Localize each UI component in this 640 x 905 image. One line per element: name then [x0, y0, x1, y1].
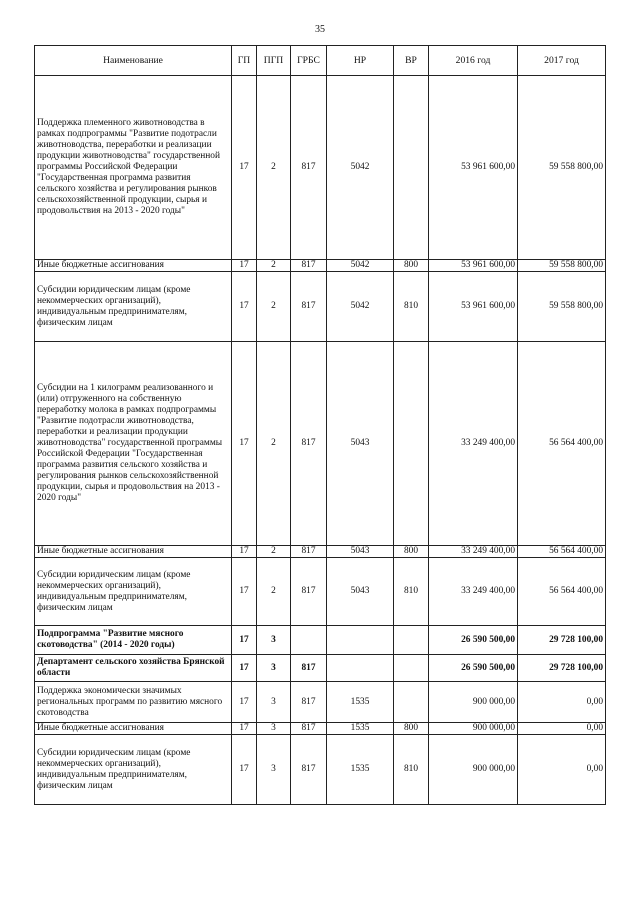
row-pgp: 2	[257, 546, 291, 558]
row-2017: 59 558 800,00	[518, 260, 606, 272]
row-name: Субсидии юридическим лицам (кроме некоммерческих организаций), индивидуальным предпринимателям, физическим лицам	[35, 735, 232, 805]
row-2017: 0,00	[518, 723, 606, 735]
row-grbs: 817	[291, 260, 327, 272]
row-name: Иные бюджетные ассигнования	[35, 723, 232, 735]
row-np: 5043	[327, 546, 394, 558]
table-row	[35, 260, 606, 272]
row-pgp: 3	[257, 723, 291, 735]
row-pgp: 2	[257, 558, 291, 626]
row-np: 5043	[327, 342, 394, 546]
row-np: 5042	[327, 260, 394, 272]
row-np: 1535	[327, 735, 394, 805]
row-2016: 53 961 600,00	[429, 76, 518, 260]
row-np	[327, 655, 394, 682]
header-name: Наименование	[35, 46, 232, 76]
header-pgp: ПГП	[257, 46, 291, 76]
row-np	[327, 626, 394, 655]
table-row	[35, 655, 606, 682]
row-name: Поддержка племенного животноводства в рамках подпрограммы "Развитие подотрасли животноводства, переработки и реализации продукции животноводства" государственной программы Российской Федерации "Государственная программа развития сельского хозяйства и регулирования рынков сельскохозяйственной продукции, сырья и продовольствия на 2013 - 2020 годы"	[35, 76, 232, 260]
row-2016: 33 249 400,00	[429, 546, 518, 558]
row-gp: 17	[232, 76, 257, 260]
header-vr: ВР	[394, 46, 429, 76]
row-grbs: 817	[291, 558, 327, 626]
table-row	[35, 682, 606, 723]
row-grbs: 817	[291, 655, 327, 682]
header-2017: 2017 год	[518, 46, 606, 76]
row-pgp: 2	[257, 76, 291, 260]
row-vr: 810	[394, 558, 429, 626]
row-2016: 26 590 500,00	[429, 655, 518, 682]
row-2017: 29 728 100,00	[518, 626, 606, 655]
row-2017: 56 564 400,00	[518, 558, 606, 626]
row-gp: 17	[232, 546, 257, 558]
row-vr	[394, 626, 429, 655]
row-gp: 17	[232, 682, 257, 723]
table-row	[35, 76, 606, 260]
row-grbs: 817	[291, 342, 327, 546]
row-2017: 56 564 400,00	[518, 342, 606, 546]
row-vr: 810	[394, 735, 429, 805]
row-2016: 53 961 600,00	[429, 272, 518, 342]
row-grbs	[291, 626, 327, 655]
row-vr	[394, 76, 429, 260]
row-grbs: 817	[291, 546, 327, 558]
row-name: Субсидии на 1 килограмм реализованного и (или) отгруженного на собственную переработку молока в рамках подпрограммы "Развитие подотрасли животноводства, переработки и реализации продукции животноводства" государственной программы Российской Федерации "Государственная программа развития сельского хозяйства и регулирования рынков сельскохозяйственной продукции, сырья и продовольствия на 2013 - 2020 годы"	[35, 342, 232, 546]
page-number: 35	[315, 24, 325, 35]
row-2016: 900 000,00	[429, 723, 518, 735]
row-2017: 56 564 400,00	[518, 546, 606, 558]
row-grbs: 817	[291, 76, 327, 260]
row-vr: 800	[394, 723, 429, 735]
table-header-row	[35, 46, 606, 76]
row-np: 5042	[327, 272, 394, 342]
table-row	[35, 546, 606, 558]
row-pgp: 3	[257, 655, 291, 682]
row-vr: 810	[394, 272, 429, 342]
header-np: НР	[327, 46, 394, 76]
row-name: Поддержка экономически значимых региональных программ по развитию мясного скотоводства	[35, 682, 232, 723]
row-2017: 29 728 100,00	[518, 655, 606, 682]
row-name: Иные бюджетные ассигнования	[35, 260, 232, 272]
row-2017: 0,00	[518, 735, 606, 805]
row-vr: 800	[394, 546, 429, 558]
row-vr: 800	[394, 260, 429, 272]
row-2016: 33 249 400,00	[429, 558, 518, 626]
table-row	[35, 272, 606, 342]
row-gp: 17	[232, 558, 257, 626]
row-2017: 59 558 800,00	[518, 76, 606, 260]
row-gp: 17	[232, 260, 257, 272]
row-name: Субсидии юридическим лицам (кроме некоммерческих организаций), индивидуальным предпринимателям, физическим лицам	[35, 558, 232, 626]
row-gp: 17	[232, 342, 257, 546]
row-name: Субсидии юридическим лицам (кроме некоммерческих организаций), индивидуальным предпринимателям, физическим лицам	[35, 272, 232, 342]
row-gp: 17	[232, 626, 257, 655]
row-gp: 17	[232, 735, 257, 805]
row-np: 1535	[327, 682, 394, 723]
row-pgp: 2	[257, 272, 291, 342]
row-pgp: 3	[257, 626, 291, 655]
row-grbs: 817	[291, 723, 327, 735]
row-pgp: 3	[257, 735, 291, 805]
row-2016: 900 000,00	[429, 735, 518, 805]
row-name: Департамент сельского хозяйства Брянской области	[35, 655, 232, 682]
row-gp: 17	[232, 723, 257, 735]
table-row	[35, 735, 606, 805]
row-vr	[394, 342, 429, 546]
row-2017: 59 558 800,00	[518, 272, 606, 342]
row-pgp: 2	[257, 342, 291, 546]
row-pgp: 2	[257, 260, 291, 272]
row-np: 5043	[327, 558, 394, 626]
row-2016: 900 000,00	[429, 682, 518, 723]
header-grbs: ГРБС	[291, 46, 327, 76]
budget-table	[34, 45, 606, 805]
row-2016: 33 249 400,00	[429, 342, 518, 546]
row-gp: 17	[232, 655, 257, 682]
row-name: Подпрограмма "Развитие мясного скотоводства" (2014 - 2020 годы)	[35, 626, 232, 655]
row-2016: 53 961 600,00	[429, 260, 518, 272]
row-name: Иные бюджетные ассигнования	[35, 546, 232, 558]
row-grbs: 817	[291, 682, 327, 723]
row-vr	[394, 655, 429, 682]
header-2016: 2016 год	[429, 46, 518, 76]
table-row	[35, 626, 606, 655]
row-gp: 17	[232, 272, 257, 342]
table-row	[35, 342, 606, 546]
row-grbs: 817	[291, 735, 327, 805]
row-2016: 26 590 500,00	[429, 626, 518, 655]
row-grbs: 817	[291, 272, 327, 342]
table-row	[35, 723, 606, 735]
row-np: 1535	[327, 723, 394, 735]
row-vr	[394, 682, 429, 723]
table-row	[35, 558, 606, 626]
row-pgp: 3	[257, 682, 291, 723]
header-gp: ГП	[232, 46, 257, 76]
row-2017: 0,00	[518, 682, 606, 723]
row-np: 5042	[327, 76, 394, 260]
